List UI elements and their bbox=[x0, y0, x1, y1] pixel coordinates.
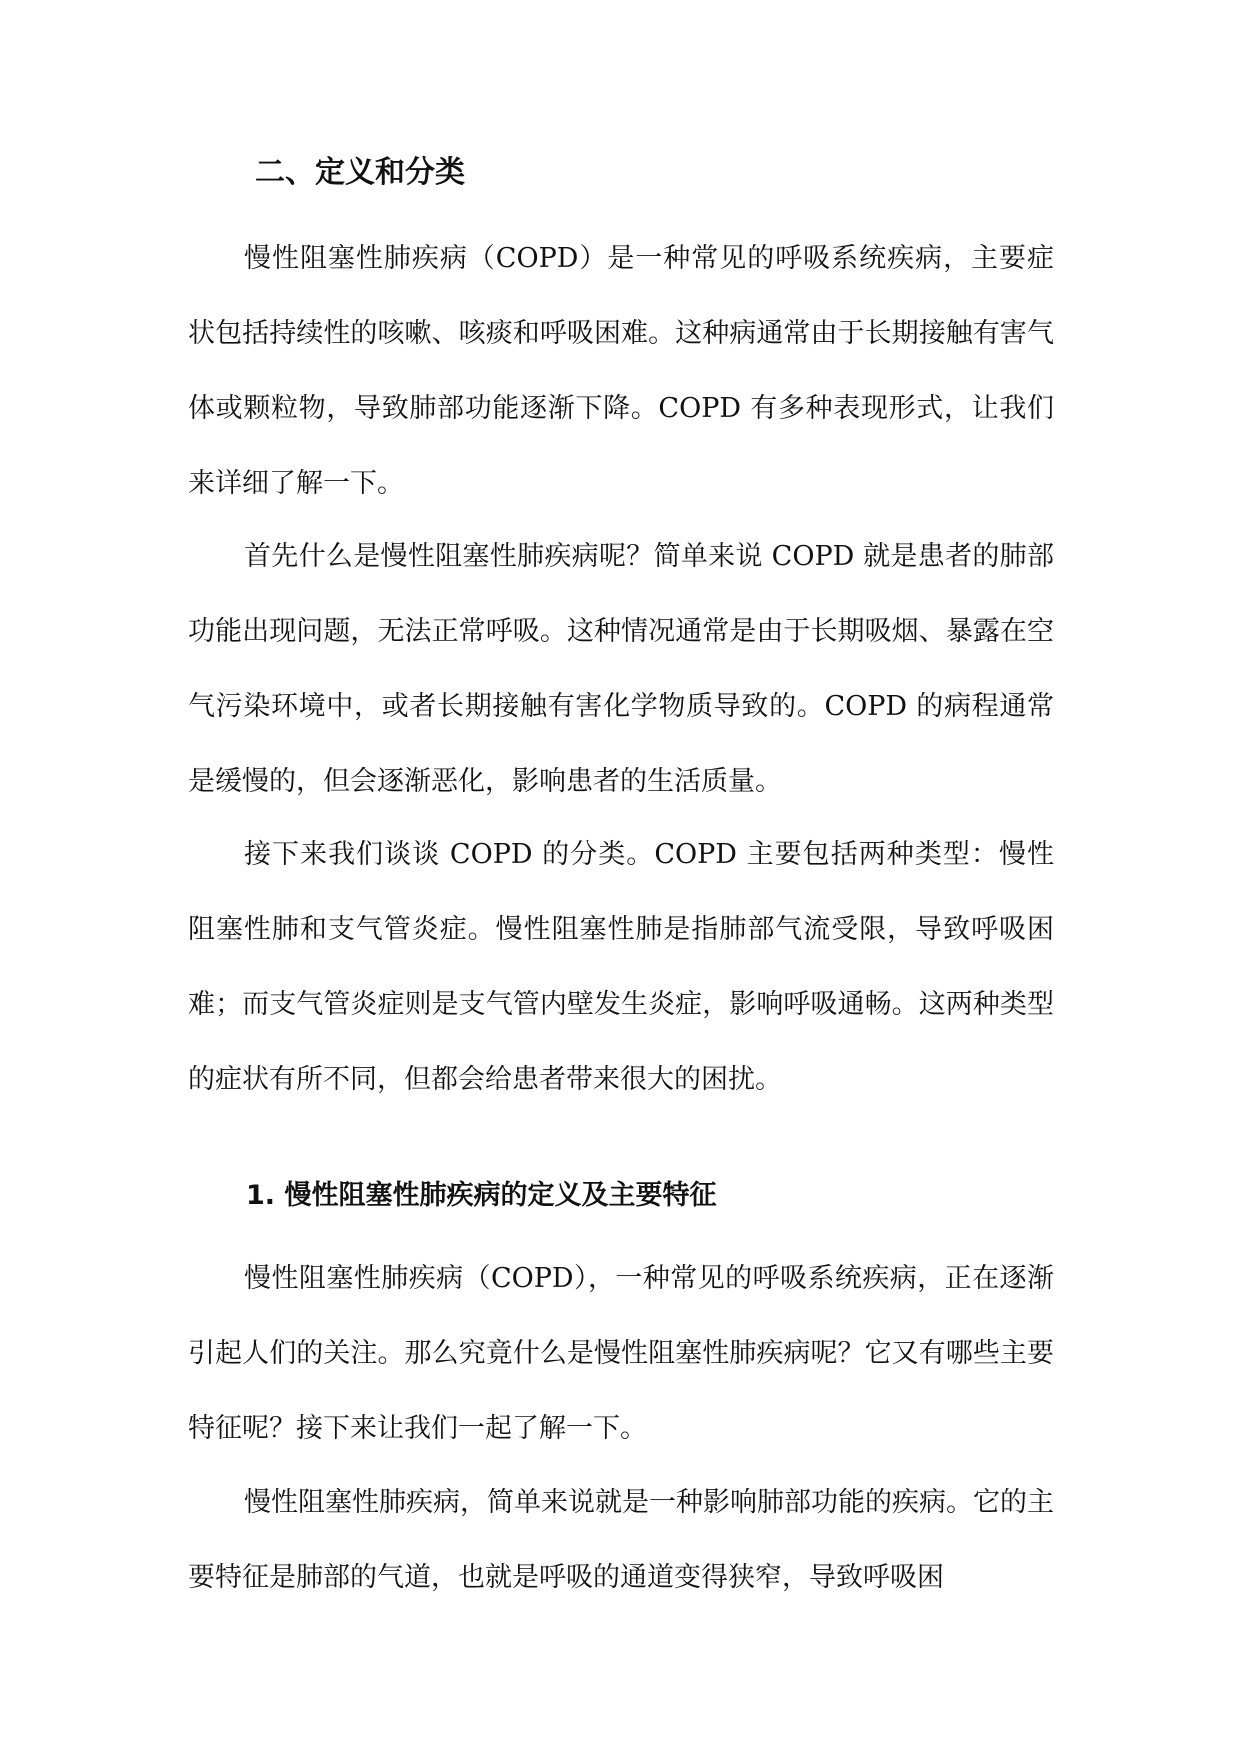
paragraph-main-features: 慢性阻塞性肺疾病，简单来说就是一种影响肺部功能的疾病。它的主要特征是肺部的气道，也就是呼吸的通道变得狭窄，导致呼吸困 bbox=[188, 1487, 1054, 1593]
paragraph-copd-classification: 接下来我们谈谈 COPD 的分类。COPD 主要包括两种类型：慢性阻塞性肺和支气管炎症。慢性阻塞性肺是指肺部气流受限，导致呼吸困难；而支气管炎症则是支气管内壁发生炎症，影响呼吸通畅。这两种类型的症状有所不同，但都会给患者带来很大的困扰。 bbox=[188, 839, 1054, 1095]
paragraph-definition-intro: 慢性阻塞性肺疾病（COPD），一种常见的呼吸系统疾病，正在逐渐引起人们的关注。那么究竟什么是慢性阻塞性肺疾病呢？它又有哪些主要特征呢？接下来让我们一起了解一下。 bbox=[188, 1263, 1054, 1444]
section-heading: 二、定义和分类 bbox=[255, 155, 465, 190]
paragraph-copd-overview: 慢性阻塞性肺疾病（COPD）是一种常见的呼吸系统疾病，主要症状包括持续性的咳嗽、咳痰和呼吸困难。这种病通常由于长期接触有害气体或颗粒物，导致肺部功能逐渐下降。COPD 有多种表现形式，让我们来详细了解一下。 bbox=[188, 243, 1054, 499]
paragraph-copd-what-is: 首先什么是慢性阻塞性肺疾病呢？简单来说 COPD 就是患者的肺部功能出现问题，无法正常呼吸。这种情况通常是由于长期吸烟、暴露在空气污染环境中，或者长期接触有害化学物质导致的。COPD 的病程通常是缓慢的，但会逐渐恶化，影响患者的生活质量。 bbox=[188, 541, 1054, 797]
subsection-heading: 1. 慢性阻塞性肺疾病的定义及主要特征 bbox=[246, 1180, 717, 1211]
